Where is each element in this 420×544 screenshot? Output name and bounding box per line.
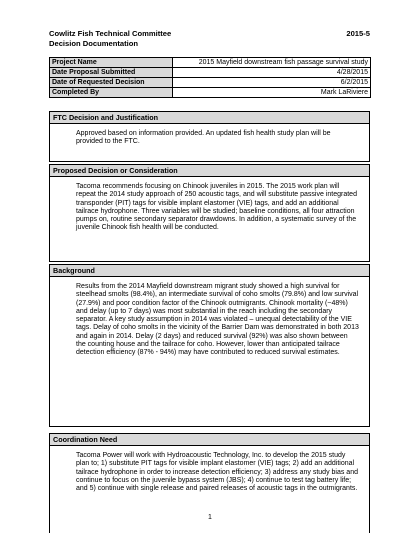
table-row xyxy=(50,78,371,88)
table-row xyxy=(50,88,371,98)
field-value: 4/28/2015 xyxy=(173,68,371,78)
field-value: 2015 Mayfield downstream fish passage survival study xyxy=(173,58,371,68)
background-section xyxy=(49,264,370,427)
document-type: Decision Documentation xyxy=(49,39,139,48)
section-title: Coordination Need xyxy=(50,434,369,446)
section-title: Proposed Decision or Consideration xyxy=(50,165,369,177)
section-title: FTC Decision and Justification xyxy=(50,112,369,124)
document-id: 2015-5 xyxy=(346,29,370,38)
section-title: Background xyxy=(50,265,369,277)
page-number: 1 xyxy=(208,514,212,521)
field-value: 6/2/2015 xyxy=(173,78,371,88)
project-info-table xyxy=(49,57,371,98)
field-label: Completed By xyxy=(50,88,173,98)
section-body: Tacoma Power will work with Hydroacoustic Technology, Inc. to develop the 2015 study plan to; 1) substitute PIT tags for visible implant elastomer (VIE) tags; 2) add an additional tailrace hydrophone in order to increase detection efficiency; 3) address any study bias and continue to focus on the juvenile bypass system (JBS); 4) continue to test tag battery life; and 5) continue with single release and paired releases of acoustic tags in the outmigrants. xyxy=(76,452,358,493)
table-row xyxy=(50,68,371,78)
field-value: Mark LaRiviere xyxy=(173,88,371,98)
ftc-decision-section xyxy=(49,111,370,162)
section-body: Tacoma recommends focusing on Chinook juveniles in 2015. The 2015 work plan will repeat the 2014 study approach of 250 acoustic tags, and will substitute passive integrated transponder (PIT) tags for visible implant elastomer (VIE) tags, and add an additional tailrace hydrophone. Three variables will be studied; baseline conditions, all four attraction pumps on, routine secondary separator drawdowns. In addition, a systematic survey of the juvenile Chinook fish health will be conducted. xyxy=(76,183,357,232)
org-name: Cowlitz Fish Technical Committee xyxy=(49,29,172,38)
section-body: Results from the 2014 Mayfield downstream migrant study showed a high survival for steelhead smolts (98.4%), an intermediate survival of coho smolts (79.8%) and low survival (27.9%) and poor condition factor of the Chinook outmigrants. Chinook mortality (~48%) and delay (up to 7 days) was most substantial in the reach including the secondary separator. A key study assumption in 2014 was violated – unequal detectability of the VIE tags. Delay of coho smolts in the vicinity of the Barrier Dam was demonstrated in both 2013 and again in 2014. Delay (2 days) and reduced survival (92%) was also shown between the counting house and the tailrace for coho. However, lower than anticipated tailrace detection efficiency (87% - 94%) may have contributed to reduced survival estimates. xyxy=(76,283,359,357)
table-row xyxy=(50,58,371,68)
field-label: Date of Requested Decision xyxy=(50,78,173,88)
proposed-decision-section xyxy=(49,164,370,262)
section-body: Approved based on information provided. An updated fish health study plan will be provided to the FTC. xyxy=(76,130,331,146)
field-label: Date Proposal Submitted xyxy=(50,68,173,78)
field-label: Project Name xyxy=(50,58,173,68)
document-header xyxy=(49,29,370,49)
